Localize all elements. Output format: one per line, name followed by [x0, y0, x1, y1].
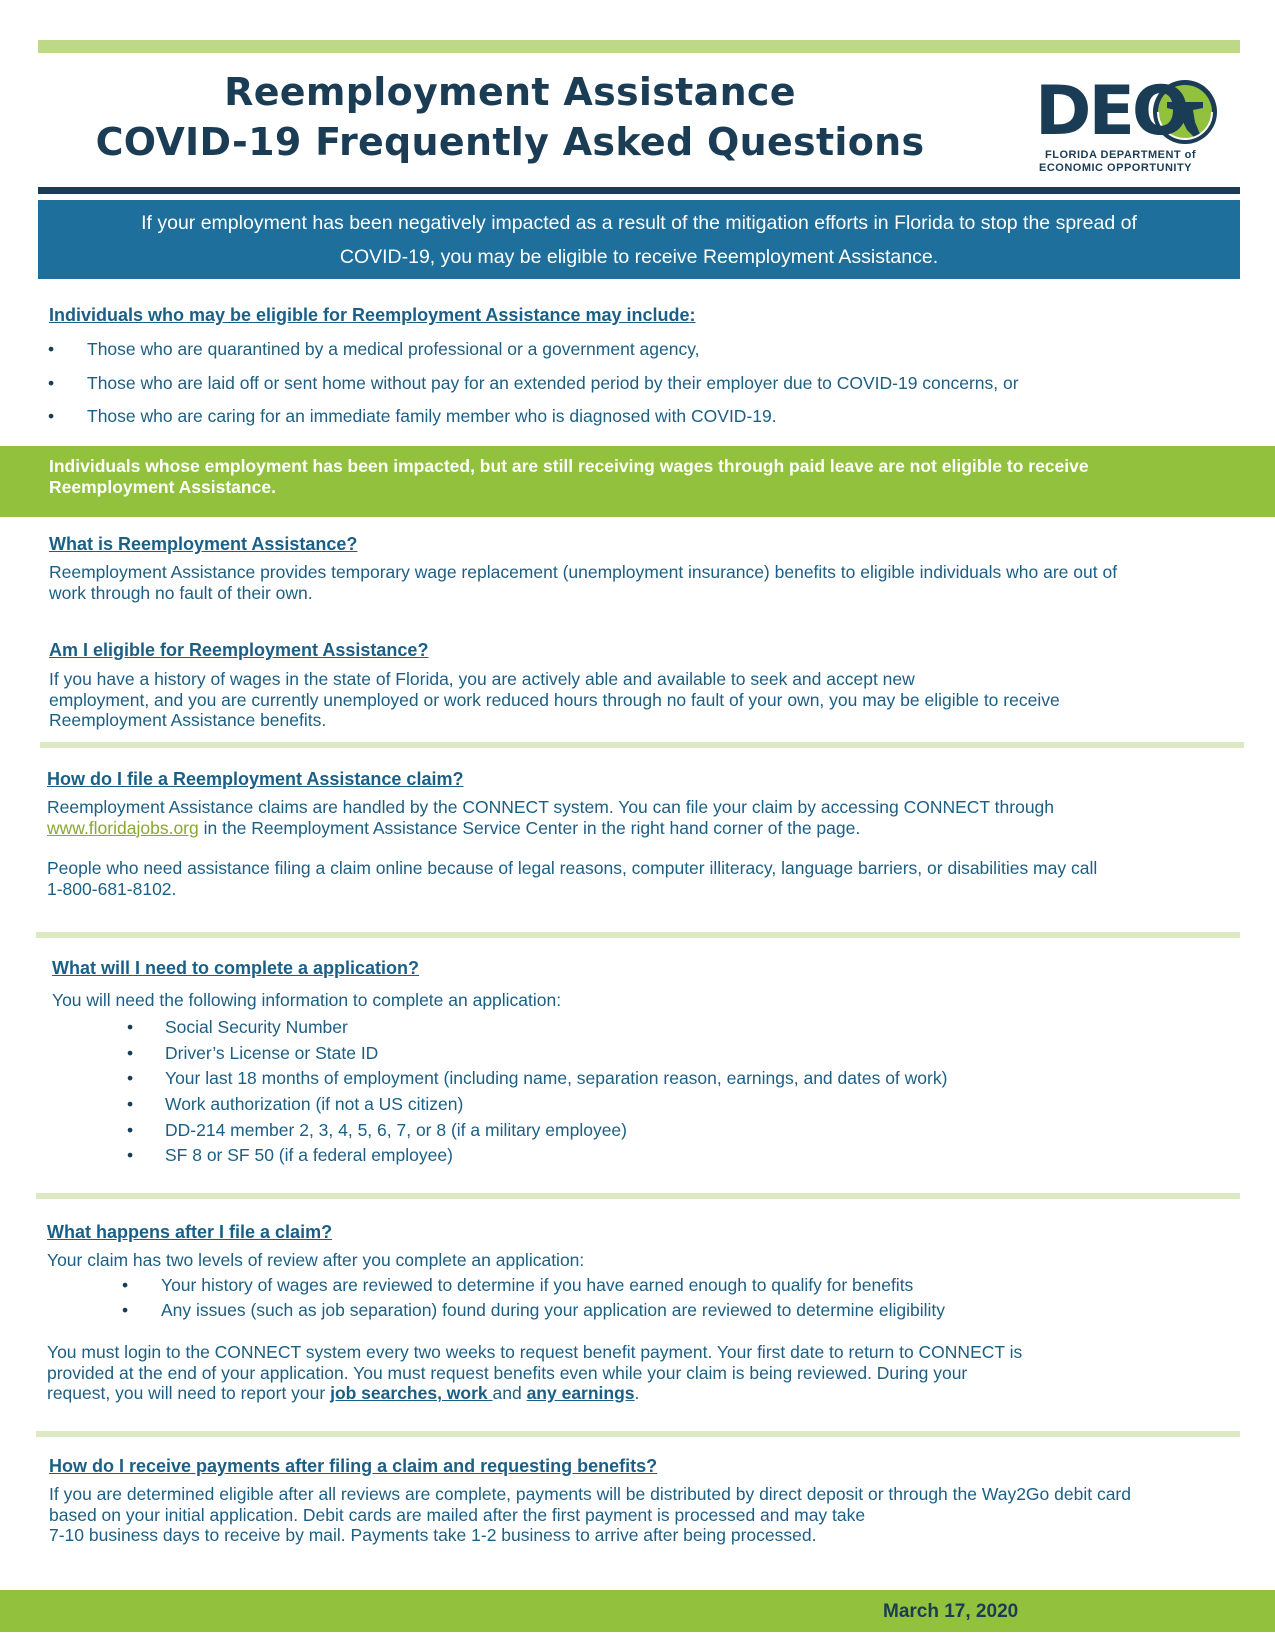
- need-heading: What will I need to complete a application?: [52, 958, 420, 978]
- bullet-icon: •: [127, 1068, 134, 1088]
- section-divider: [36, 1193, 1240, 1199]
- after-line3-mid: and: [492, 1383, 527, 1403]
- bullet-icon: •: [48, 339, 55, 359]
- list-item: [48, 373, 1228, 395]
- what-is-line2: work through no fault of their own.: [49, 583, 313, 603]
- deo-logo-sub1: FLORIDA DEPARTMENT of: [1045, 149, 1197, 161]
- bullet-icon: •: [127, 1120, 134, 1140]
- list-item-text: Any issues (such as job separation) found during your application are reviewed to determine eligibility: [161, 1300, 946, 1320]
- list-item: [127, 1017, 1127, 1039]
- bullet-icon: •: [127, 1017, 134, 1037]
- not-eligible-banner: [0, 446, 1275, 517]
- deo-logo-sub2: ECONOMIC OPPORTUNITY: [1039, 162, 1193, 174]
- list-item-text: SF 8 or SF 50 (if a federal employee): [165, 1145, 453, 1165]
- list-item: [122, 1300, 1182, 1322]
- file-claim-line2-text: in the Reemployment Assistance Service Center in the right hand corner of the page.: [198, 818, 861, 838]
- footer-date: March 17, 2020: [883, 1601, 1019, 1622]
- need-intro: You will need the following information to complete an application:: [52, 990, 562, 1010]
- deo-logo-letters: DEO: [1035, 72, 1187, 151]
- after-line2: provided at the end of your application. You must request benefits even while your claim is being reviewed. During your: [47, 1363, 968, 1383]
- top-accent-bar: [38, 40, 1240, 53]
- section-divider: [36, 932, 1240, 938]
- payments-line1: If you are determined eligible after all reviews are complete, payments will be distributed by direct deposit or through the Way2Go debit card: [49, 1484, 1131, 1504]
- after-line3: [47, 1383, 639, 1404]
- list-item-text: Social Security Number: [165, 1017, 348, 1037]
- file-claim-heading: How do I file a Reemployment Assistance claim?: [47, 769, 464, 789]
- footer-bar: [0, 1590, 1275, 1632]
- list-item: [127, 1068, 1127, 1090]
- header-divider: [38, 187, 1240, 194]
- bullet-icon: •: [122, 1275, 129, 1295]
- list-item: [127, 1120, 1127, 1142]
- page-title-line1: Reemployment Assistance: [224, 70, 796, 114]
- list-item-text: Your history of wages are reviewed to determine if you have earned enough to qualify for benefits: [161, 1275, 914, 1295]
- floridajobs-link[interactable]: www.floridajobs.org: [47, 818, 199, 838]
- list-item-text: DD-214 member 2, 3, 4, 5, 6, 7, or 8 (if a military employee): [165, 1120, 627, 1140]
- eligible-heading: Individuals who may be eligible for Reemployment Assistance may include:: [49, 305, 696, 325]
- what-is-line1: Reemployment Assistance provides temporary wage replacement (unemployment insurance) benefits to eligible individuals who are out of: [49, 562, 1118, 582]
- after-line3-end: .: [634, 1383, 640, 1403]
- list-item: [127, 1145, 1127, 1167]
- banner-line1: Individuals whose employment has been impacted, but are still receiving wages through paid leave are not eligible to receive: [49, 456, 1089, 476]
- after-heading: What happens after I file a claim?: [47, 1222, 333, 1242]
- phone-number: 1-800-681-8102.: [47, 879, 177, 899]
- section-divider: [36, 1431, 1240, 1437]
- list-item-text: Those who are laid off or sent home without pay for an extended period by their employer due to COVID-19 concerns, or: [87, 373, 1019, 393]
- file-claim-line1: Reemployment Assistance claims are handled by the CONNECT system. You can file your claim by accessing CONNECT through: [47, 797, 1055, 817]
- am-i-line1: If you have a history of wages in the state of Florida, you are actively able and available to seek and accept new: [49, 669, 915, 689]
- bullet-icon: •: [48, 373, 55, 393]
- bullet-icon: •: [127, 1145, 134, 1165]
- am-i-eligible-heading: Am I eligible for Reemployment Assistance?: [49, 640, 429, 660]
- page-title-line2: COVID-19 Frequently Asked Questions: [95, 120, 925, 164]
- intro-box: [38, 200, 1240, 279]
- after-line1: You must login to the CONNECT system every two weeks to request benefit payment. Your first date to return to CONNECT is: [47, 1342, 1023, 1362]
- after-intro: Your claim has two levels of review after you complete an application:: [47, 1250, 585, 1270]
- list-item-text: Work authorization (if not a US citizen): [165, 1094, 464, 1114]
- list-item: [127, 1043, 1127, 1065]
- list-item-text: Driver’s License or State ID: [165, 1043, 379, 1063]
- file-claim-line3: People who need assistance filing a claim online because of legal reasons, computer illiteracy, language barriers, or disabilities may call: [47, 858, 1098, 878]
- payments-line2: based on your initial application. Debit cards are mailed after the first payment is processed and may take: [49, 1505, 866, 1525]
- after-line3-pre: request, you will need to report your: [47, 1383, 331, 1403]
- list-item-text: Your last 18 months of employment (including name, separation reason, earnings, and dates of work): [165, 1068, 948, 1088]
- bullet-icon: •: [48, 406, 55, 426]
- file-claim-line2: [47, 818, 860, 839]
- list-item-text: Those who are quarantined by a medical professional or a government agency,: [87, 339, 700, 359]
- job-searches-work-link[interactable]: job searches, work: [330, 1383, 493, 1403]
- any-earnings-link[interactable]: any earnings: [526, 1383, 635, 1403]
- deo-logo: [1035, 72, 1225, 177]
- list-item: [48, 406, 1228, 428]
- what-is-heading: What is Reemployment Assistance?: [49, 534, 358, 554]
- list-item: [127, 1094, 1127, 1116]
- list-item-text: Those who are caring for an immediate family member who is diagnosed with COVID-19.: [87, 406, 777, 426]
- intro-line1: If your employment has been negatively impacted as a result of the mitigation efforts in Florida to stop the spread of: [141, 212, 1137, 234]
- am-i-line2: employment, and you are currently unemployed or work reduced hours through no fault of your own, you may be eligible to receive: [49, 690, 1060, 710]
- bullet-icon: •: [122, 1300, 129, 1320]
- bullet-icon: •: [127, 1043, 134, 1063]
- list-item: [122, 1275, 1182, 1297]
- payments-heading: How do I receive payments after filing a claim and requesting benefits?: [49, 1456, 658, 1476]
- am-i-line3: Reemployment Assistance benefits.: [49, 710, 327, 730]
- bullet-icon: •: [127, 1094, 134, 1114]
- intro-line2: COVID-19, you may be eligible to receive Reemployment Assistance.: [339, 246, 939, 268]
- payments-line3: 7-10 business days to receive by mail. Payments take 1-2 business to arrive after being processed.: [49, 1525, 817, 1545]
- list-item: [48, 339, 1228, 361]
- section-divider: [40, 742, 1244, 748]
- banner-line2: Reemployment Assistance.: [49, 477, 276, 497]
